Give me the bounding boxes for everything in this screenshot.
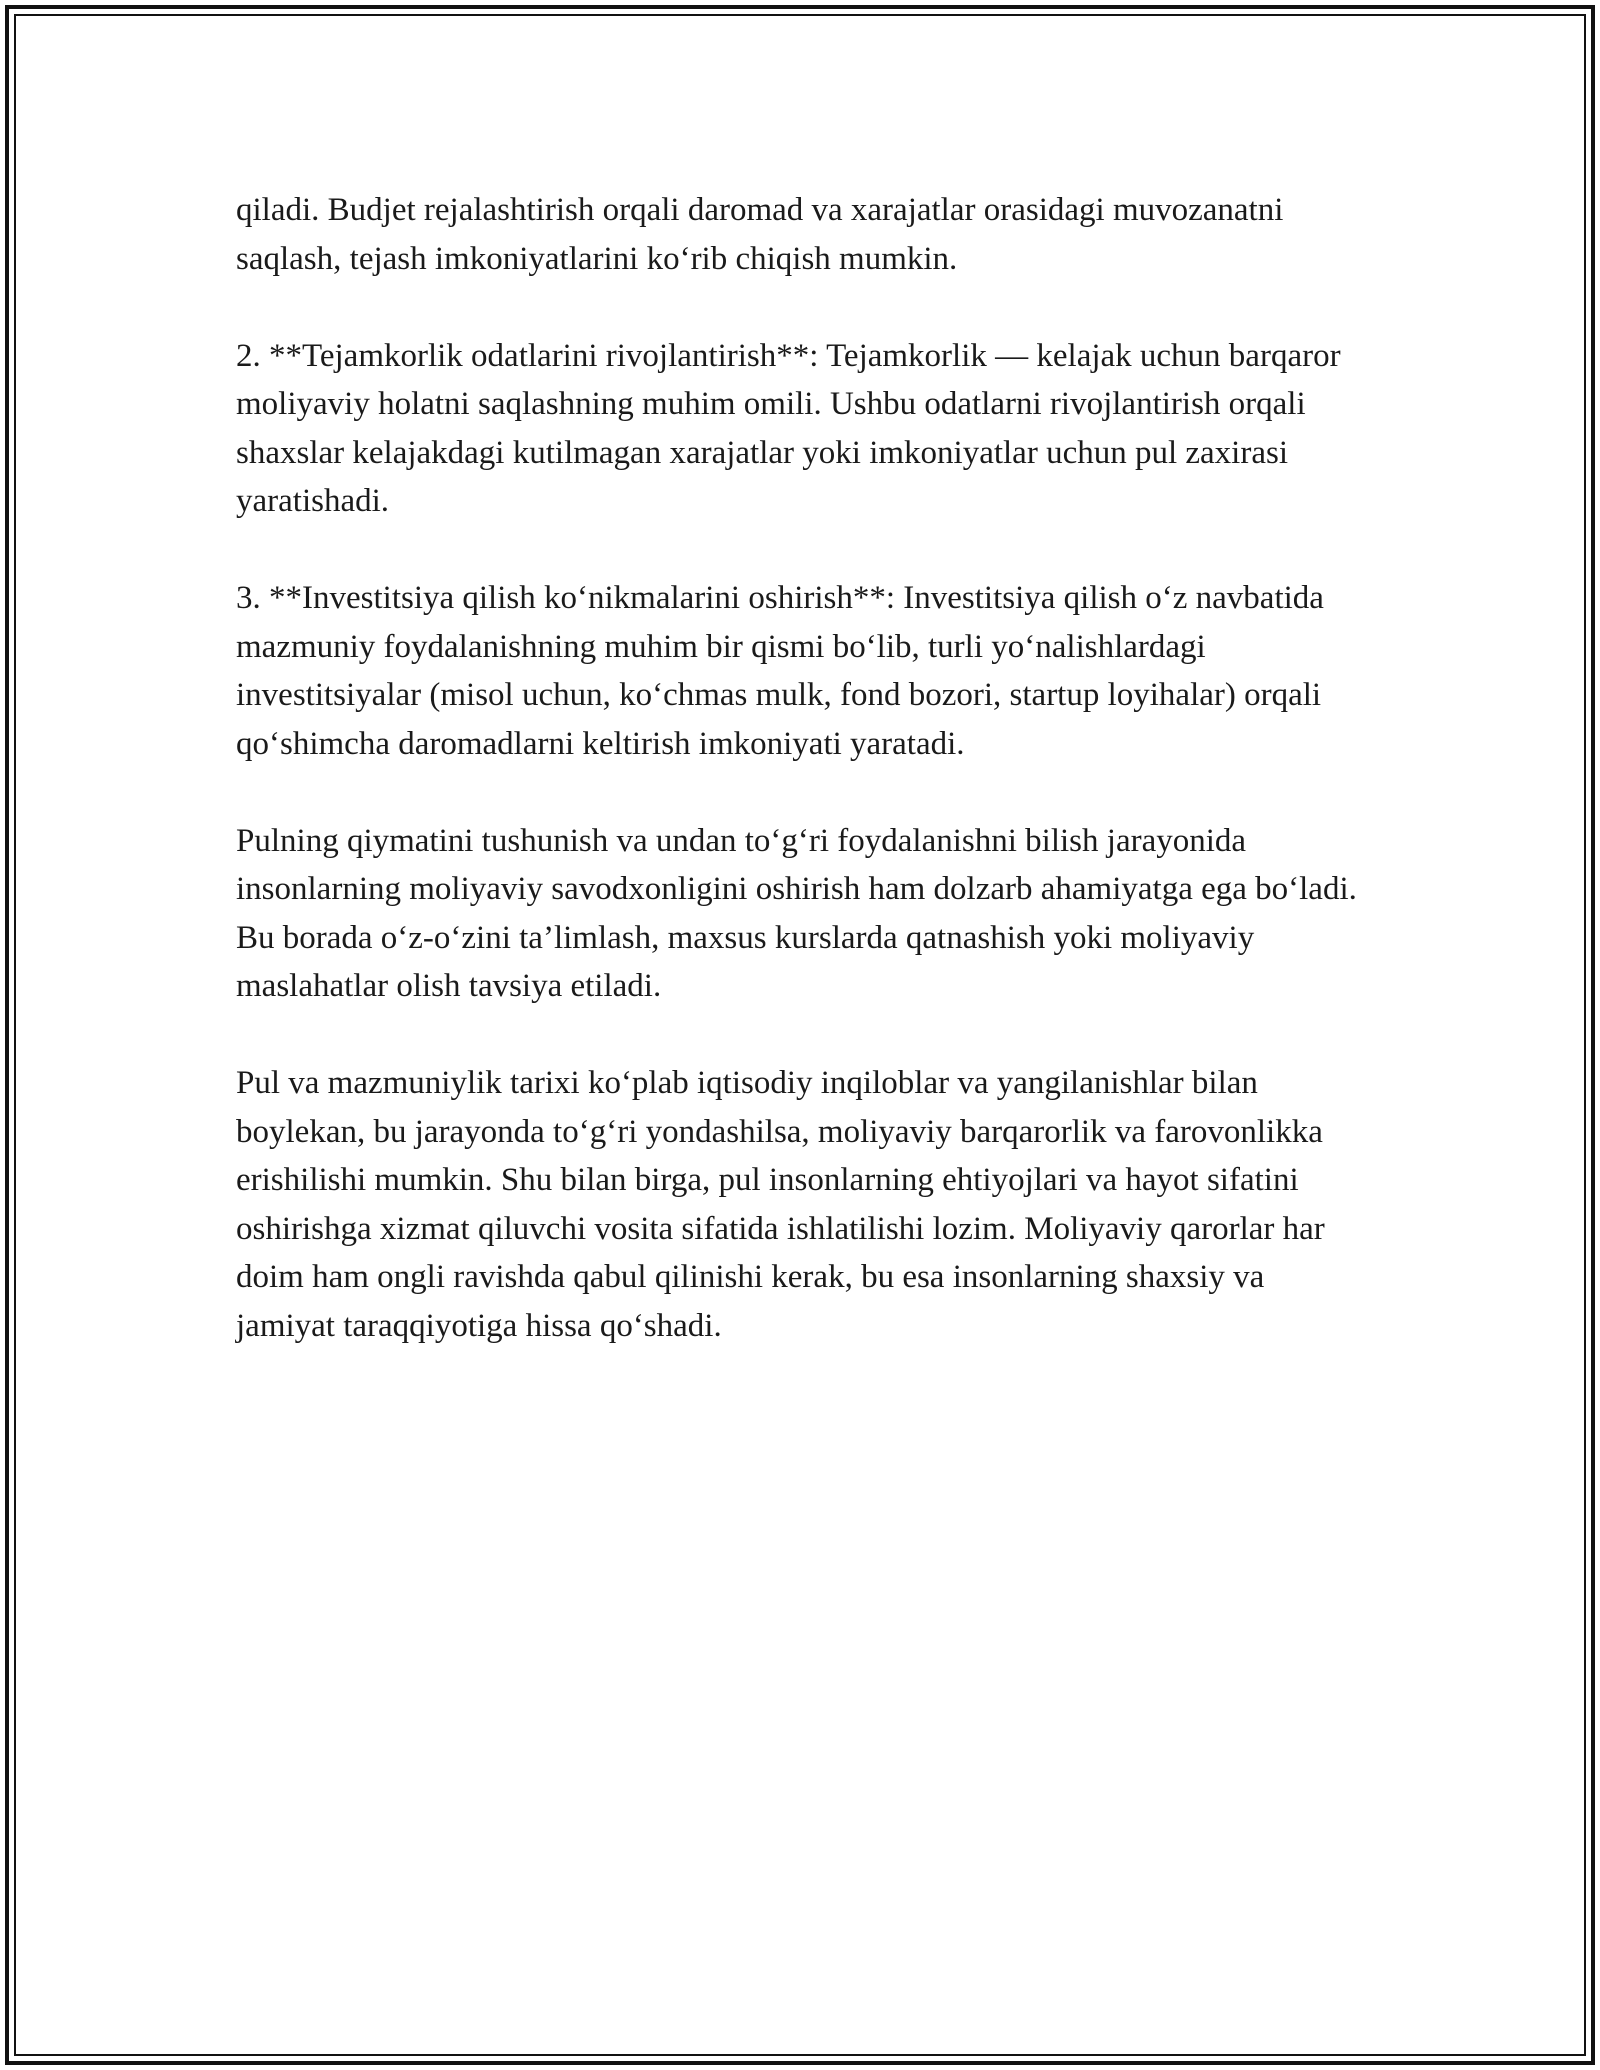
document-body: [236, 186, 1366, 1399]
paragraph-conclusion: Pul va mazmuniylik tarixi ko‘plab iqtisodiy inqiloblar va yangilanishlar bilan boylekan, bu jarayonda to‘g‘ri yondashilsa, moliyaviy barqarorlik va farovonlikka erishilishi mumkin. Shu bilan birga, pul insonlarning ehtiyojlari va hayot sifatini oshirishga xizmat qiluvchi vosita sifatida ishlatilishi lozim. Moliyaviy qarorlar har doim ham ongli ravishda qabul qilinishi kerak, bu esa insonlarning shaxsiy va jamiyat taraqqiyotiga hissa qo‘shadi.: [236, 1065, 1325, 1344]
paragraph-financial-literacy: Pulning qiymatini tushunish va undan to‘g‘ri foydalanishni bilish jarayonida insonlarning moliyaviy savodxonligini oshirish ham dolzarb ahamiyatga ega bo‘ladi. Bu borada o‘z-o‘zini ta’limlash, maxsus kurslarda qatnashish yoki moliyaviy maslahatlar olish tavsiya etiladi.: [236, 822, 1357, 1004]
paragraph-saving-habits: 2. **Tejamkorlik odatlarini rivojlantirish**: Tejamkorlik — kelajak uchun barqaror moliyaviy holatni saqlashning muhim omili. Ushbu odatlarni rivojlantirish orqali shaxslar kelajakdagi kutilmagan xarajatlar yoki imkoniyatlar uchun pul zaxirasi yaratishadi.: [236, 337, 1341, 519]
paragraph-investment-skills: 3. **Investitsiya qilish ko‘nikmalarini oshirish**: Investitsiya qilish o‘z navbatida mazmuniy foydalanishning muhim bir qismi bo‘lib, turli yo‘nalishlardagi investitsiyalar (misol uchun, ko‘chmas mulk, fond bozori, startup loyihalar) orqali qo‘shimcha daromadlarni keltirish imkoniyati yaratadi.: [236, 580, 1324, 762]
paragraph-budget: qiladi. Budjet rejalashtirish orqali daromad va xarajatlar orasidagi muvozanatni saqlash, tejash imkoniyatlarini ko‘rib chiqish mumkin.: [236, 192, 1284, 277]
